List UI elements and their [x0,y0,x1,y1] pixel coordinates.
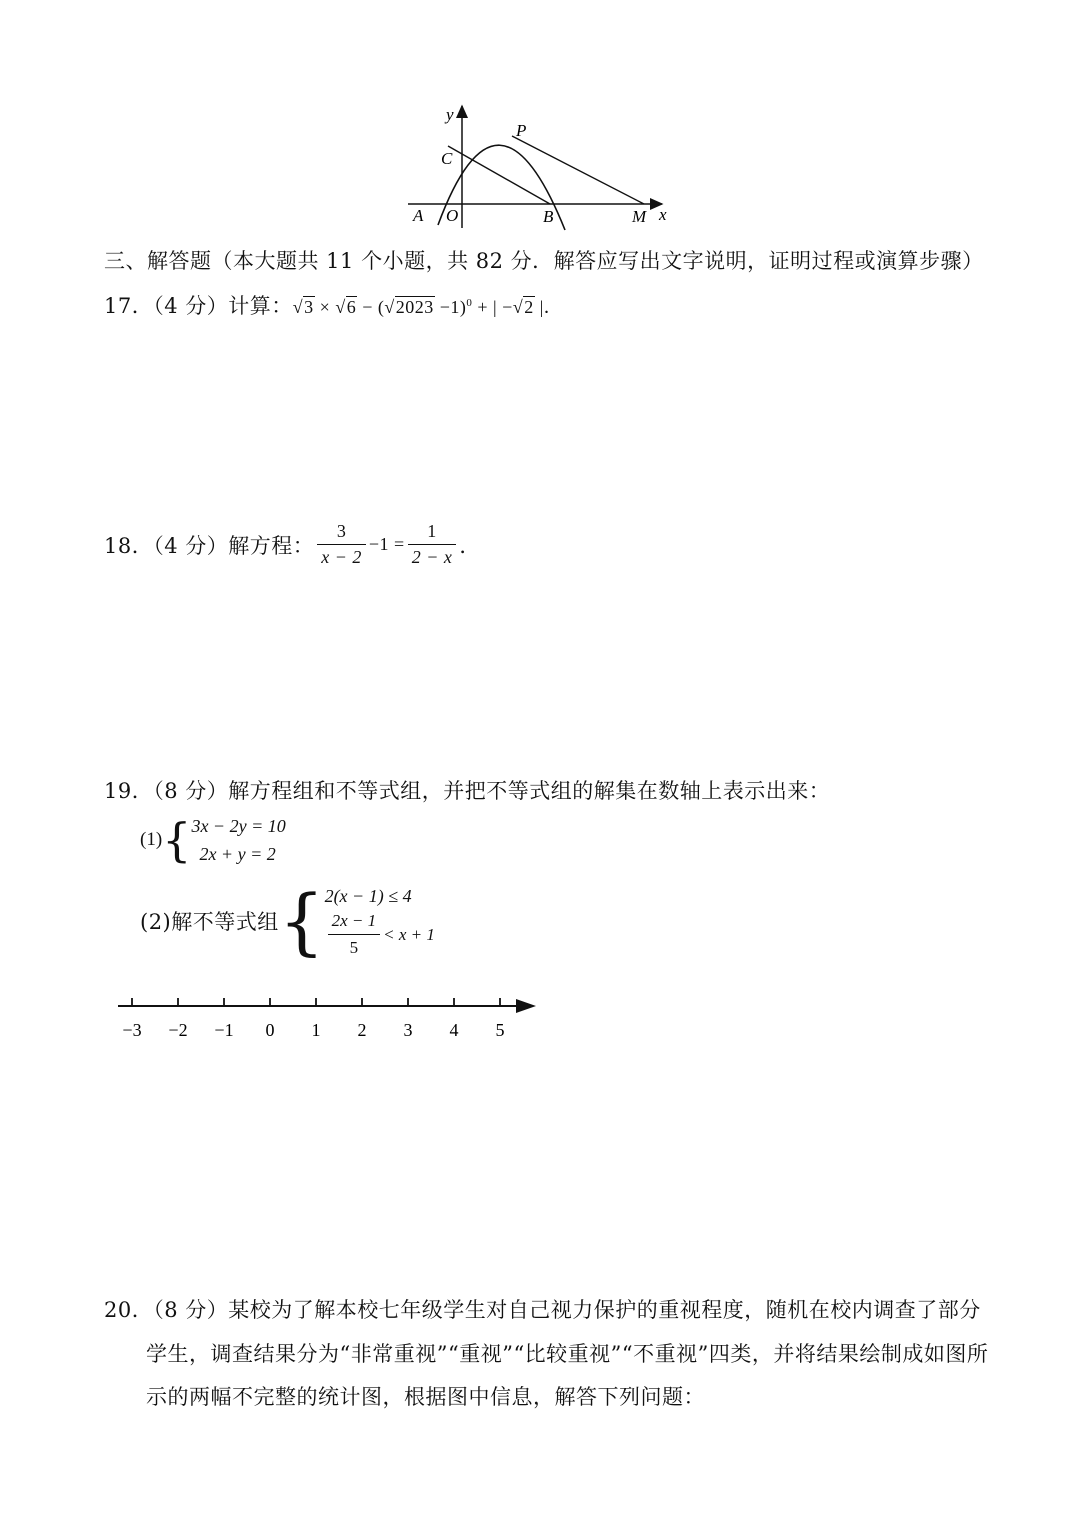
parabola-figure [400,100,690,235]
question-18 [104,521,481,568]
q19-part2-brace: { [278,878,325,963]
number-line-arrow [516,999,536,1013]
q19-part2-inequalities [325,882,435,959]
tick-label: 2 [357,1020,367,1040]
q18-middle: −1 = [368,534,405,554]
label-p: P [516,121,527,140]
tick-label: 5 [495,1020,505,1040]
tick-label: −3 [122,1020,142,1040]
q17-label: 17．（4 分）计算： [104,294,293,318]
q19-part2-label: (2)解不等式组 [140,909,279,934]
q19-part1-brace: { [162,813,192,867]
tick-label: −1 [214,1020,234,1040]
label-b: B [543,207,554,226]
q19-part1 [140,812,286,868]
label-m: M [632,207,647,226]
q17-expression: $√3 \times √6 - (√2023 -1)^0$ + | −√2 |． [292,297,563,317]
number-line[interactable] [110,990,550,1050]
label-c: C [441,149,453,168]
label-x: x [659,205,667,224]
label-y: y [446,105,454,124]
tick-label: 4 [449,1020,459,1040]
tick-label: 1 [311,1020,321,1040]
question-20-line2: 学生，调查结果分为“非常重视”“重视”“比较重视”“不重视”四类，并将结果绘制成如图所 [146,1342,989,1366]
tick-label: 0 [265,1020,275,1040]
q19-ineq1: 2(x − 1) ≤ 4 [324,886,412,906]
q18-label: 18．（4 分）解方程： [104,533,315,558]
question-19: 19．（8 分）解方程组和不等式组，并把不等式组的解集在数轴上表示出来： [104,779,831,803]
tick-label: −2 [168,1020,188,1040]
q19-eq1: 3x − 2y = 10 [191,816,286,836]
section-heading: 三、解答题（本大题共 11 个小题，共 82 分．解答应写出文字说明，证明过程或演算步骤） [104,249,984,273]
question-20-line3: 示的两幅不完整的统计图，根据图中信息，解答下列问题： [146,1385,705,1409]
segment-cb [448,146,550,204]
label-a: A [413,206,424,225]
q19-ineq2: $\frac{2x - 1}{5}$ < x + 1 [325,910,435,959]
question-17 [104,290,562,320]
tick-label: 3 [403,1020,413,1040]
label-o: O [446,206,459,225]
q18-fraction-right: $\frac{1}{2 - x}$ [408,521,457,568]
q19-eq2: 2x + y = 2 [199,844,276,864]
q19-part1-label: (1) [140,829,163,850]
q19-part2 [140,878,435,963]
q18-end: ． [459,533,481,558]
q18-fraction-left: $\frac{3}{x - 2}$ [317,521,366,568]
q19-part1-equations [191,812,285,868]
question-20-line1: 20．（8 分）某校为了解本校七年级学生对自己视力保护的重视程度，随机在校内调查了部分 [104,1298,981,1322]
